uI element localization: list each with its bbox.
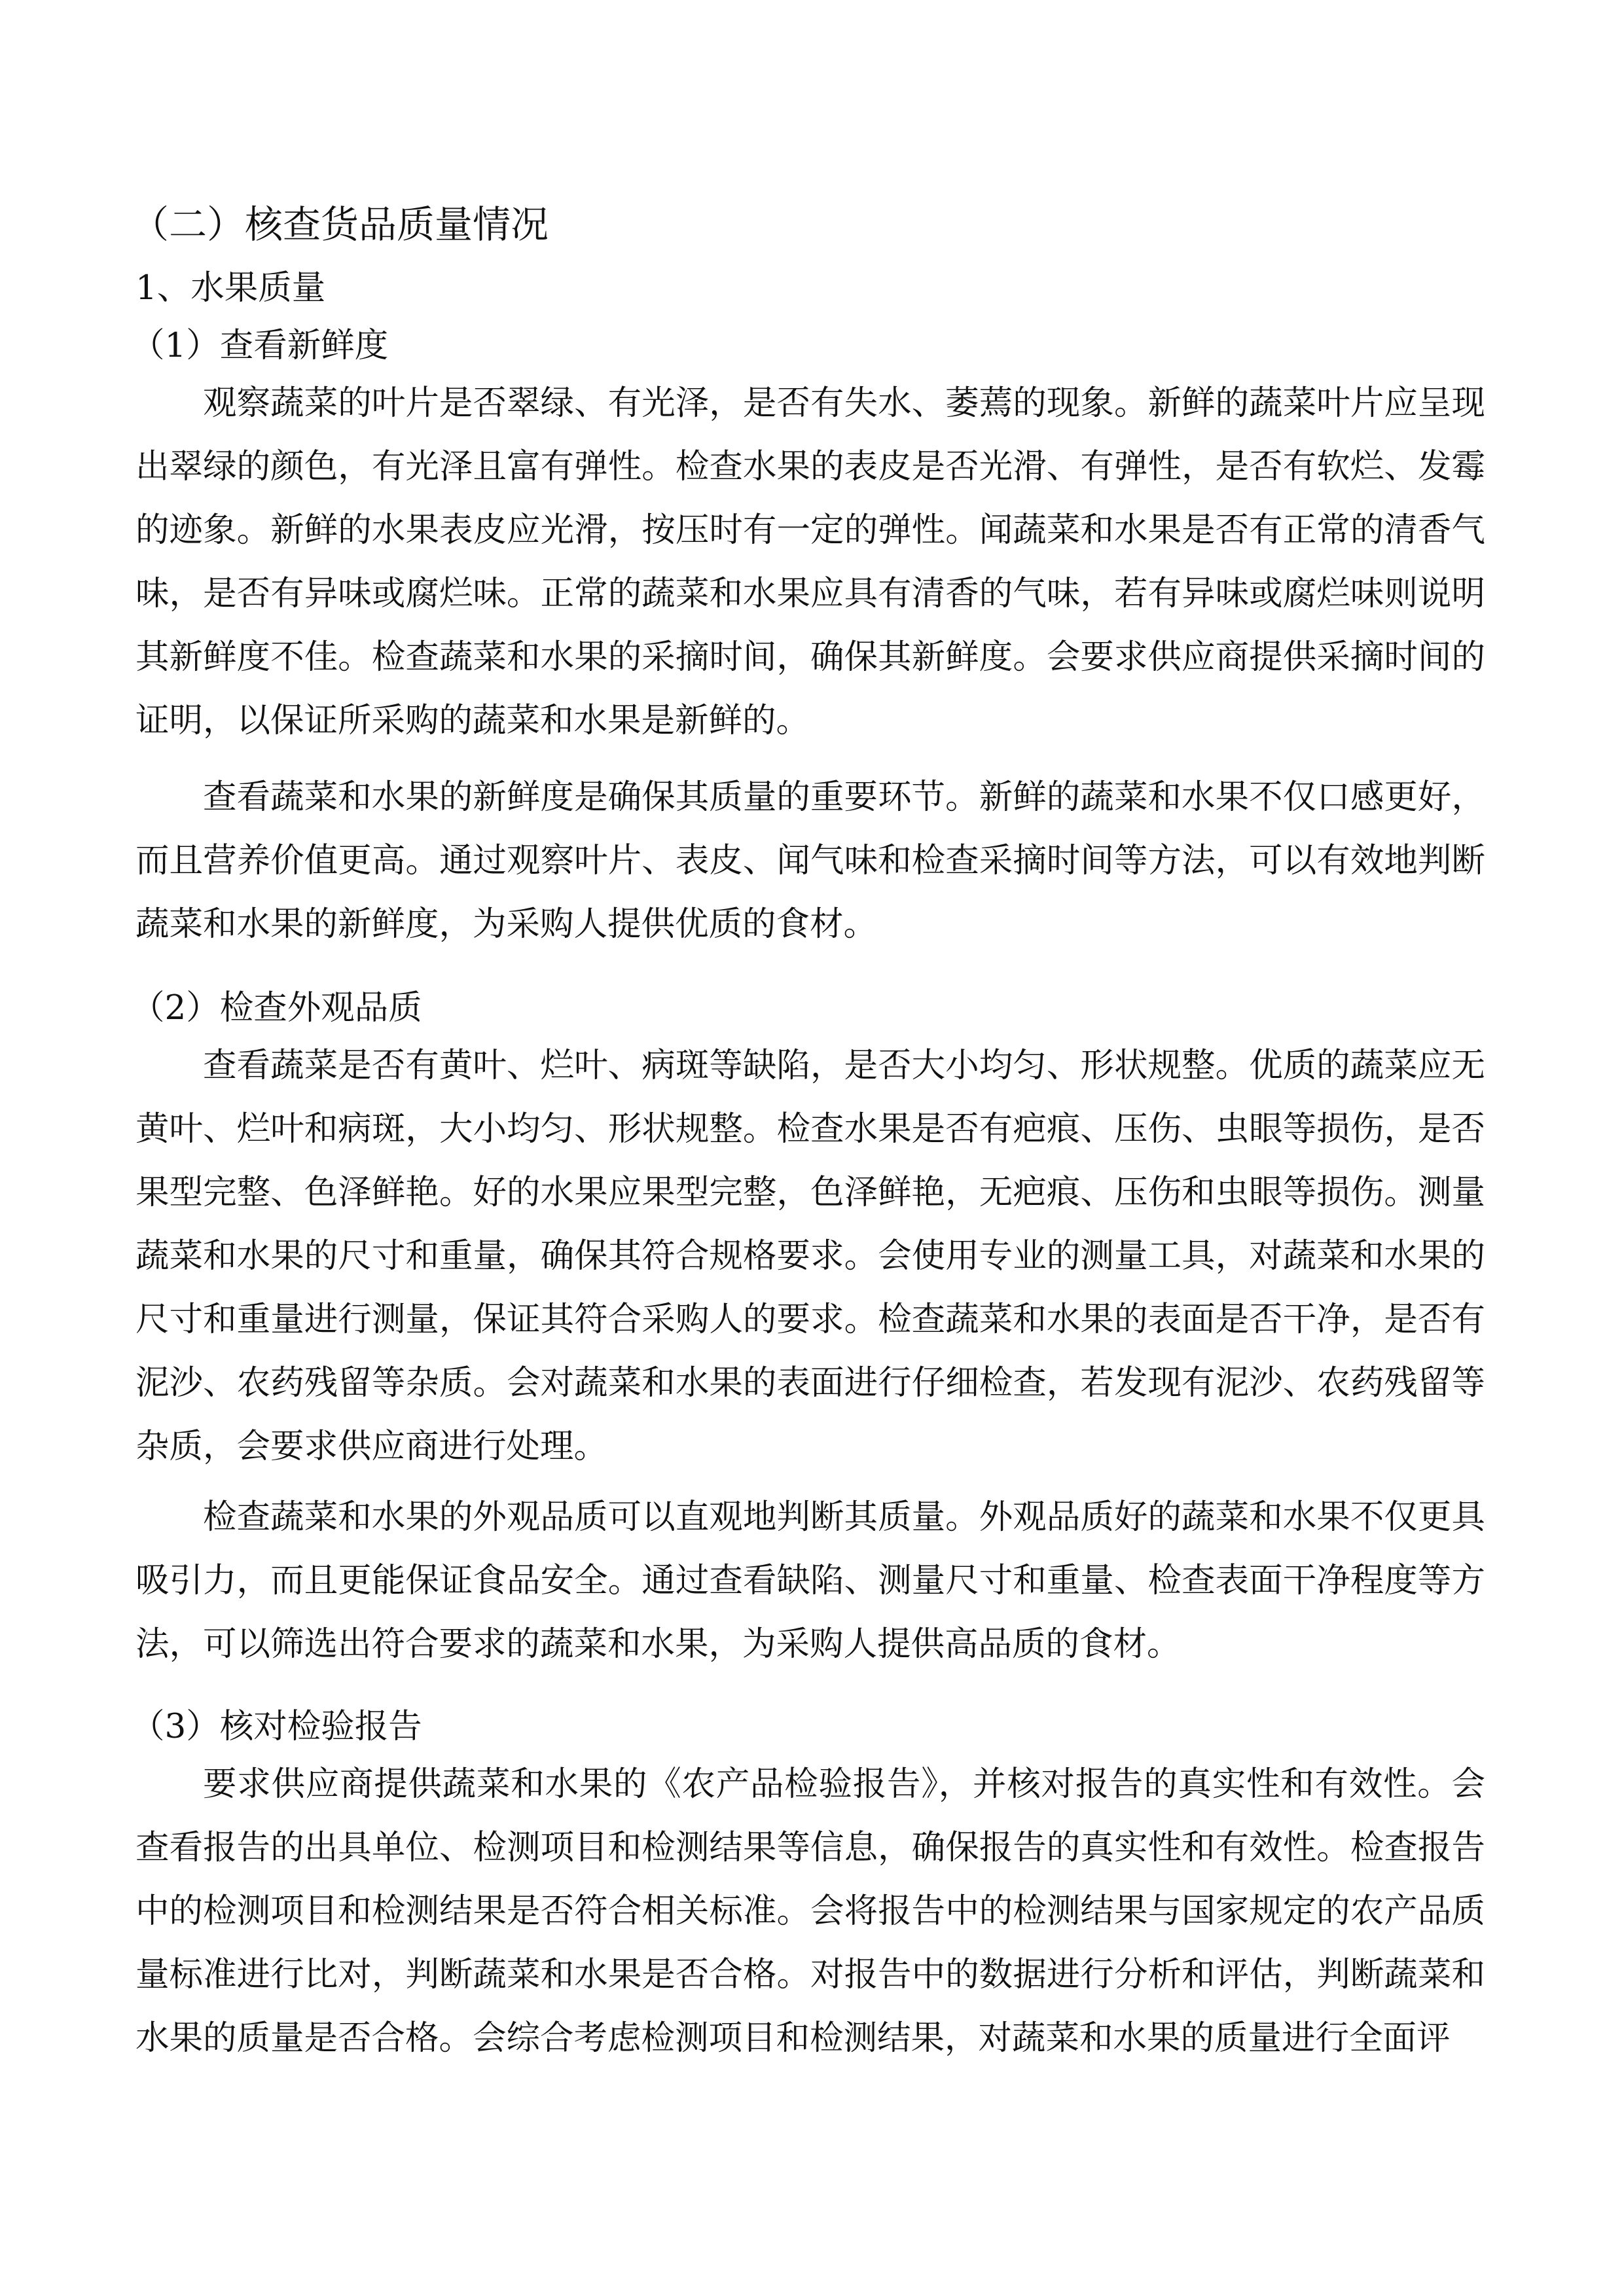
- paragraph: 检查蔬菜和水果的外观品质可以直观地判断其质量。外观品质好的蔬菜和水果不仅更具吸引力，而且更能保证食品安全。通过查看缺陷、测量尺寸和重量、检查表面干净程度等方法，可以筛选出符合要求的蔬菜和水果，为采购人提供高品质的食材。: [135, 1498, 1485, 1664]
- item-title-appearance: （2）检查外观品质: [131, 988, 422, 1028]
- item-title-freshness: （1）查看新鲜度: [131, 326, 389, 365]
- section-title: （二）核查货品质量情况: [131, 202, 549, 247]
- subsection-title: 1、水果质量: [135, 268, 326, 308]
- paragraph: 查看蔬菜和水果的新鲜度是确保其质量的重要环节。新鲜的蔬菜和水果不仅口感更好，而且营养价值更高。通过观察叶片、表皮、闻气味和检查采摘时间等方法，可以有效地判断蔬菜和水果的新鲜度，为采购人提供优质的食材。: [135, 778, 1485, 944]
- paragraph: 观察蔬菜的叶片是否翠绿、有光泽，是否有失水、萎蔫的现象。新鲜的蔬菜叶片应呈现出翠绿的颜色，有光泽且富有弹性。检查水果的表皮是否光滑、有弹性，是否有软烂、发霉的迹象。新鲜的水果表皮应光滑，按压时有一定的弹性。闻蔬菜和水果是否有正常的清香气味，是否有异味或腐烂味。正常的蔬菜和水果应具有清香的气味，若有异味或腐烂味则说明其新鲜度不佳。检查蔬菜和水果的采摘时间，确保其新鲜度。会要求供应商提供采摘时间的证明，以保证所采购的蔬菜和水果是新鲜的。: [135, 384, 1485, 740]
- paragraph: 要求供应商提供蔬菜和水果的《农产品检验报告》，并核对报告的真实性和有效性。会查看报告的出具单位、检测项目和检测结果等信息，确保报告的真实性和有效性。检查报告中的检测项目和检测结果是否符合相关标准。会将报告中的检测结果与国家规定的农产品质量标准进行比对，判断蔬菜和水果是否合格。对报告中的数据进行分析和评估，判断蔬菜和水果的质量是否合格。会综合考虑检测项目和检测结果，对蔬菜和水果的质量进行全面评: [135, 1765, 1485, 2058]
- item-title-report: （3）核对检验报告: [131, 1707, 422, 1746]
- paragraph: 查看蔬菜是否有黄叶、烂叶、病斑等缺陷，是否大小均匀、形状规整。优质的蔬菜应无黄叶、烂叶和病斑，大小均匀、形状规整。检查水果是否有疤痕、压伤、虫眼等损伤，是否果型完整、色泽鲜艳。好的水果应果型完整，色泽鲜艳，无疤痕、压伤和虫眼等损伤。测量蔬菜和水果的尺寸和重量，确保其符合规格要求。会使用专业的测量工具，对蔬菜和水果的尺寸和重量进行测量，保证其符合采购人的要求。检查蔬菜和水果的表面是否干净，是否有泥沙、农药残留等杂质。会对蔬菜和水果的表面进行仔细检查，若发现有泥沙、农药残留等杂质，会要求供应商进行处理。: [135, 1046, 1485, 1466]
